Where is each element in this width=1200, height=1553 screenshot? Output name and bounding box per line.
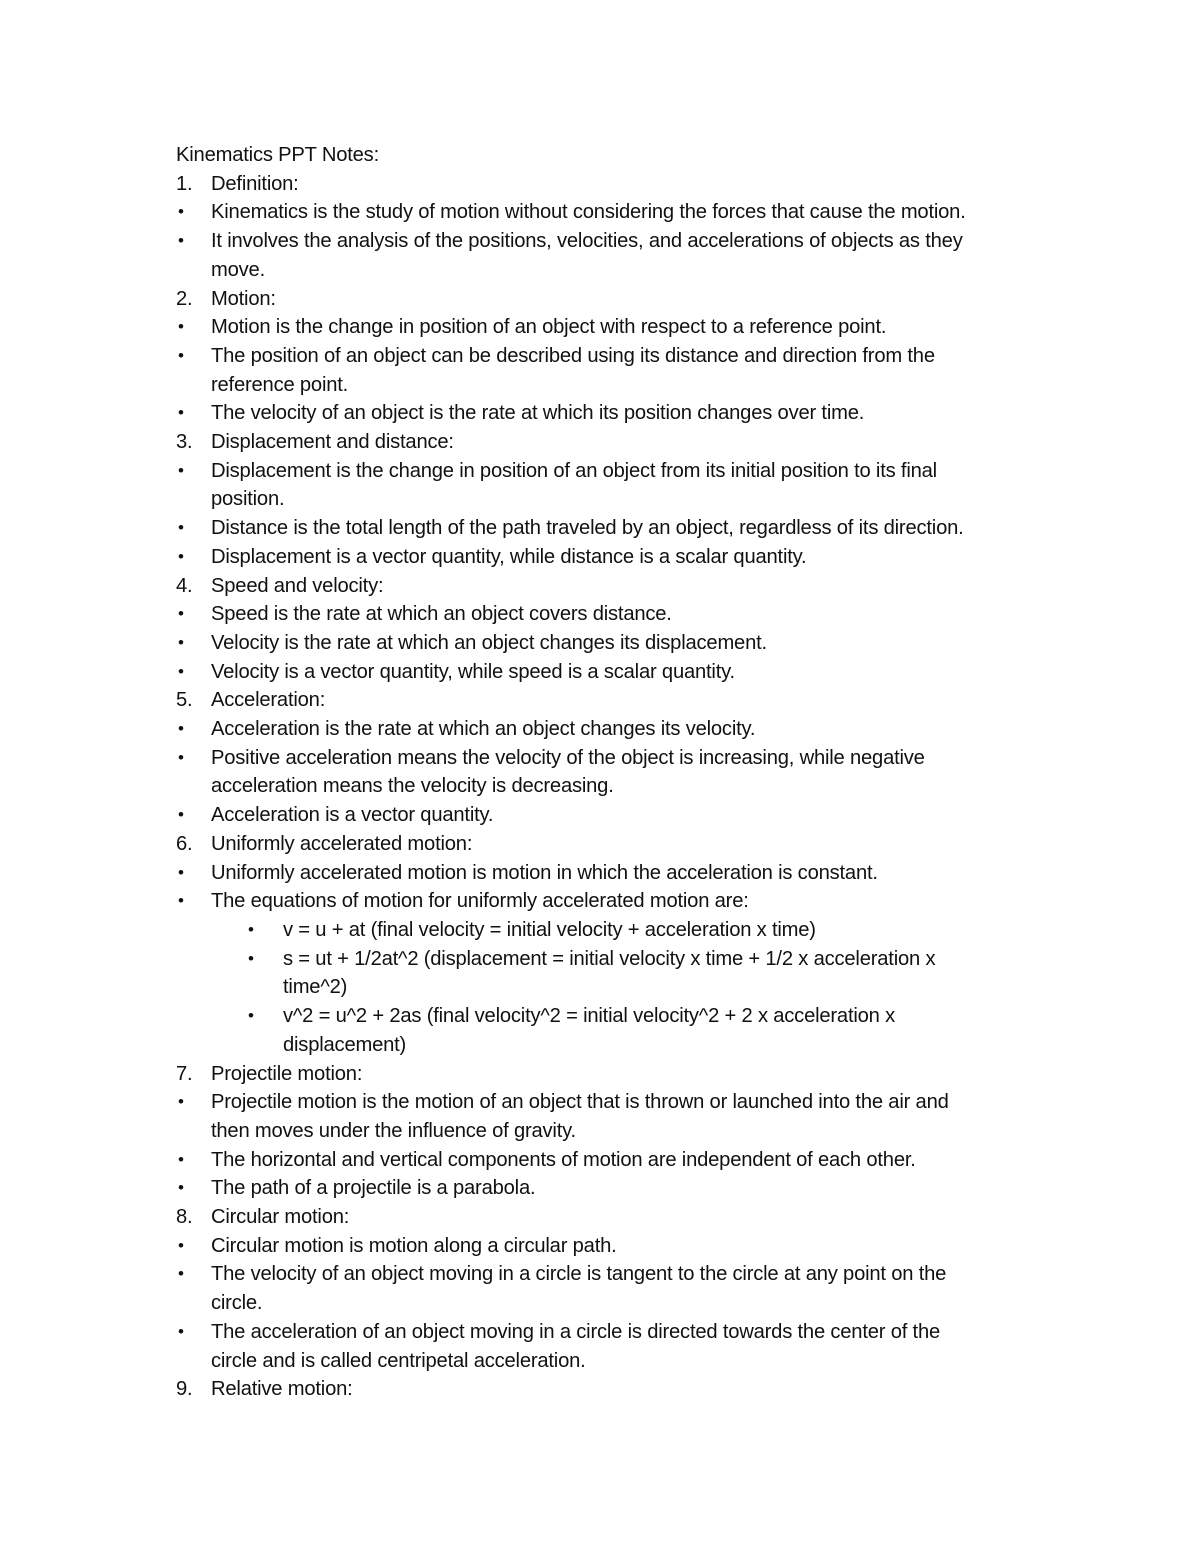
section-number: 2. bbox=[176, 287, 193, 310]
section-heading-text: Definition: bbox=[211, 172, 299, 195]
page-title: Kinematics PPT Notes: bbox=[176, 144, 379, 166]
bullet-item bbox=[176, 801, 1076, 830]
bullet-icon: • bbox=[178, 1149, 184, 1169]
bullet-text: Circular motion is motion along a circular path. bbox=[211, 1234, 617, 1257]
section-heading-text: Circular motion: bbox=[211, 1206, 350, 1229]
bullet-text: The position of an object can be described using its distance and direction from the bbox=[211, 344, 935, 367]
section-heading-text: Speed and velocity: bbox=[211, 574, 384, 597]
bullet-line bbox=[176, 744, 1076, 773]
bullet-line bbox=[176, 945, 1076, 974]
bullet-item bbox=[176, 1146, 1076, 1175]
bullet-line bbox=[176, 514, 1076, 543]
bullet-icon: • bbox=[178, 317, 184, 337]
bullet-line bbox=[176, 1260, 1076, 1289]
bullet-text: The path of a projectile is a parabola. bbox=[211, 1177, 536, 1200]
bullet-text: Distance is the total length of the path traveled by an object, regardless of its direction. bbox=[211, 517, 964, 540]
bullet-item bbox=[176, 715, 1076, 744]
bullet-item bbox=[176, 313, 1076, 342]
bullet-item bbox=[176, 198, 1076, 227]
section-number: 3. bbox=[176, 431, 193, 454]
section-heading bbox=[176, 1060, 1076, 1089]
bullet-text-continued: position. bbox=[211, 488, 285, 511]
bullet-icon: • bbox=[178, 1178, 184, 1198]
section-number: 6. bbox=[176, 832, 193, 855]
bullet-text: s = ut + 1/2at^2 (displacement = initial velocity x time + 1/2 x acceleration x bbox=[283, 947, 936, 970]
bullet-text-continued: circle and is called centripetal acceleration. bbox=[211, 1349, 586, 1372]
sub-bullet-item bbox=[176, 945, 1076, 1002]
section-heading-text: Uniformly accelerated motion: bbox=[211, 832, 473, 855]
bullet-text: Velocity is a vector quantity, while speed is a scalar quantity. bbox=[211, 660, 735, 683]
bullet-item bbox=[176, 457, 1076, 514]
bullet-line bbox=[176, 715, 1076, 744]
section-heading-text: Relative motion: bbox=[211, 1378, 353, 1401]
bullet-line bbox=[176, 629, 1076, 658]
bullet-icon: • bbox=[178, 719, 184, 739]
bullet-icon: • bbox=[248, 1006, 254, 1026]
section-7 bbox=[176, 1060, 1076, 1204]
bullet-item bbox=[176, 399, 1076, 428]
bullet-line bbox=[176, 543, 1076, 572]
bullet-icon: • bbox=[178, 202, 184, 222]
section-2 bbox=[176, 285, 1076, 429]
bullet-item bbox=[176, 514, 1076, 543]
section-number: 8. bbox=[176, 1206, 193, 1229]
bullet-line bbox=[176, 1174, 1076, 1203]
bullet-item bbox=[176, 744, 1076, 801]
section-5 bbox=[176, 686, 1076, 830]
document-body bbox=[176, 141, 1076, 1404]
bullet-text: The acceleration of an object moving in a circle is directed towards the center of the bbox=[211, 1320, 941, 1343]
bullet-line bbox=[176, 1146, 1076, 1175]
bullet-line bbox=[176, 313, 1076, 342]
bullet-icon: • bbox=[178, 661, 184, 681]
section-heading bbox=[176, 428, 1076, 457]
bullet-text: Motion is the change in position of an object with respect to a reference point. bbox=[211, 316, 887, 339]
sub-bullet-item bbox=[176, 1002, 1076, 1059]
bullet-item bbox=[176, 1174, 1076, 1203]
bullet-item bbox=[176, 629, 1076, 658]
section-number: 5. bbox=[176, 689, 193, 712]
bullet-text: Acceleration is a vector quantity. bbox=[211, 804, 494, 827]
section-heading bbox=[176, 572, 1076, 601]
bullet-text-continued: circle. bbox=[211, 1292, 263, 1315]
bullet-line bbox=[176, 600, 1076, 629]
bullet-item bbox=[176, 600, 1076, 629]
section-9 bbox=[176, 1375, 1076, 1404]
bullet-text: Displacement is the change in position of an object from its initial position to its final bbox=[211, 459, 937, 482]
bullet-line bbox=[176, 916, 1076, 945]
bullet-icon: • bbox=[178, 546, 184, 566]
bullet-line bbox=[176, 399, 1076, 428]
bullet-text: Kinematics is the study of motion without considering the forces that cause the motion. bbox=[211, 201, 966, 224]
bullet-item bbox=[176, 1318, 1076, 1375]
bullet-icon: • bbox=[178, 403, 184, 423]
bullet-text: Speed is the rate at which an object covers distance. bbox=[211, 603, 672, 626]
bullet-line bbox=[176, 887, 1076, 916]
section-heading bbox=[176, 1203, 1076, 1232]
bullet-icon: • bbox=[178, 1092, 184, 1112]
bullet-text-continued: acceleration means the velocity is decreasing. bbox=[211, 775, 614, 798]
bullet-item bbox=[176, 543, 1076, 572]
bullet-line bbox=[176, 198, 1076, 227]
section-number: 9. bbox=[176, 1378, 193, 1401]
section-heading-text: Motion: bbox=[211, 287, 276, 310]
section-heading-text: Acceleration: bbox=[211, 689, 326, 712]
bullet-text: Projectile motion is the motion of an object that is thrown or launched into the air and bbox=[211, 1091, 949, 1114]
bullet-text: The velocity of an object is the rate at which its position changes over time. bbox=[211, 402, 865, 425]
bullet-item bbox=[176, 342, 1076, 399]
bullet-line bbox=[176, 227, 1076, 256]
section-heading-text: Displacement and distance: bbox=[211, 431, 454, 454]
sub-bullet-item bbox=[176, 916, 1076, 945]
bullet-line bbox=[176, 1318, 1076, 1347]
bullet-text: The velocity of an object moving in a circle is tangent to the circle at any point on the bbox=[211, 1263, 947, 1286]
bullet-icon: • bbox=[178, 1235, 184, 1255]
bullet-icon: • bbox=[248, 948, 254, 968]
bullet-line bbox=[176, 801, 1076, 830]
bullet-line bbox=[176, 859, 1076, 888]
bullet-text-continued: move. bbox=[211, 258, 265, 281]
section-8 bbox=[176, 1203, 1076, 1375]
bullet-item bbox=[176, 1232, 1076, 1261]
bullet-icon: • bbox=[178, 862, 184, 882]
bullet-text: The equations of motion for uniformly accelerated motion are: bbox=[211, 890, 749, 913]
section-heading bbox=[176, 285, 1076, 314]
section-3 bbox=[176, 428, 1076, 572]
bullet-text: v = u + at (final velocity = initial velocity + acceleration x time) bbox=[283, 918, 816, 941]
bullet-icon: • bbox=[248, 919, 254, 939]
section-6 bbox=[176, 830, 1076, 1060]
bullet-icon: • bbox=[178, 345, 184, 365]
section-heading bbox=[176, 686, 1076, 715]
bullet-line bbox=[176, 342, 1076, 371]
bullet-line bbox=[176, 1232, 1076, 1261]
bullet-icon: • bbox=[178, 805, 184, 825]
bullet-line bbox=[176, 658, 1076, 687]
bullet-text: Uniformly accelerated motion is motion in which the acceleration is constant. bbox=[211, 861, 878, 884]
bullet-icon: • bbox=[178, 891, 184, 911]
bullet-text: The horizontal and vertical components of motion are independent of each other. bbox=[211, 1148, 916, 1171]
bullet-text: Positive acceleration means the velocity of the object is increasing, while negative bbox=[211, 746, 925, 769]
section-heading bbox=[176, 1375, 1076, 1404]
section-heading bbox=[176, 830, 1076, 859]
bullet-icon: • bbox=[178, 231, 184, 251]
bullet-icon: • bbox=[178, 632, 184, 652]
bullet-text: Displacement is a vector quantity, while distance is a scalar quantity. bbox=[211, 545, 807, 568]
bullet-text-continued: then moves under the influence of gravity. bbox=[211, 1119, 576, 1142]
bullet-text: v^2 = u^2 + 2as (final velocity^2 = initial velocity^2 + 2 x acceleration x bbox=[283, 1005, 896, 1028]
bullet-line bbox=[176, 1002, 1076, 1031]
bullet-line bbox=[176, 457, 1076, 486]
section-number: 1. bbox=[176, 172, 193, 195]
bullet-icon: • bbox=[178, 747, 184, 767]
bullet-item bbox=[176, 658, 1076, 687]
bullet-item bbox=[176, 887, 1076, 916]
bullet-icon: • bbox=[178, 604, 184, 624]
section-heading bbox=[176, 170, 1076, 199]
bullet-item bbox=[176, 1260, 1076, 1317]
bullet-icon: • bbox=[178, 1264, 184, 1284]
section-number: 4. bbox=[176, 574, 193, 597]
bullet-icon: • bbox=[178, 518, 184, 538]
bullet-icon: • bbox=[178, 460, 184, 480]
bullet-item bbox=[176, 227, 1076, 284]
bullet-text: Acceleration is the rate at which an object changes its velocity. bbox=[211, 718, 756, 741]
bullet-line bbox=[176, 1088, 1076, 1117]
bullet-text-continued: displacement) bbox=[283, 1033, 407, 1056]
bullet-item bbox=[176, 859, 1076, 888]
section-heading-text: Projectile motion: bbox=[211, 1062, 363, 1085]
bullet-text-continued: reference point. bbox=[211, 373, 349, 396]
bullet-text-continued: time^2) bbox=[283, 976, 348, 999]
section-number: 7. bbox=[176, 1062, 193, 1085]
bullet-item bbox=[176, 1088, 1076, 1145]
section-4 bbox=[176, 572, 1076, 687]
bullet-icon: • bbox=[178, 1321, 184, 1341]
notes-list bbox=[176, 170, 1076, 1404]
bullet-text: Velocity is the rate at which an object changes its displacement. bbox=[211, 631, 767, 654]
section-1 bbox=[176, 170, 1076, 285]
bullet-text: It involves the analysis of the positions, velocities, and accelerations of objects as they bbox=[211, 230, 963, 253]
